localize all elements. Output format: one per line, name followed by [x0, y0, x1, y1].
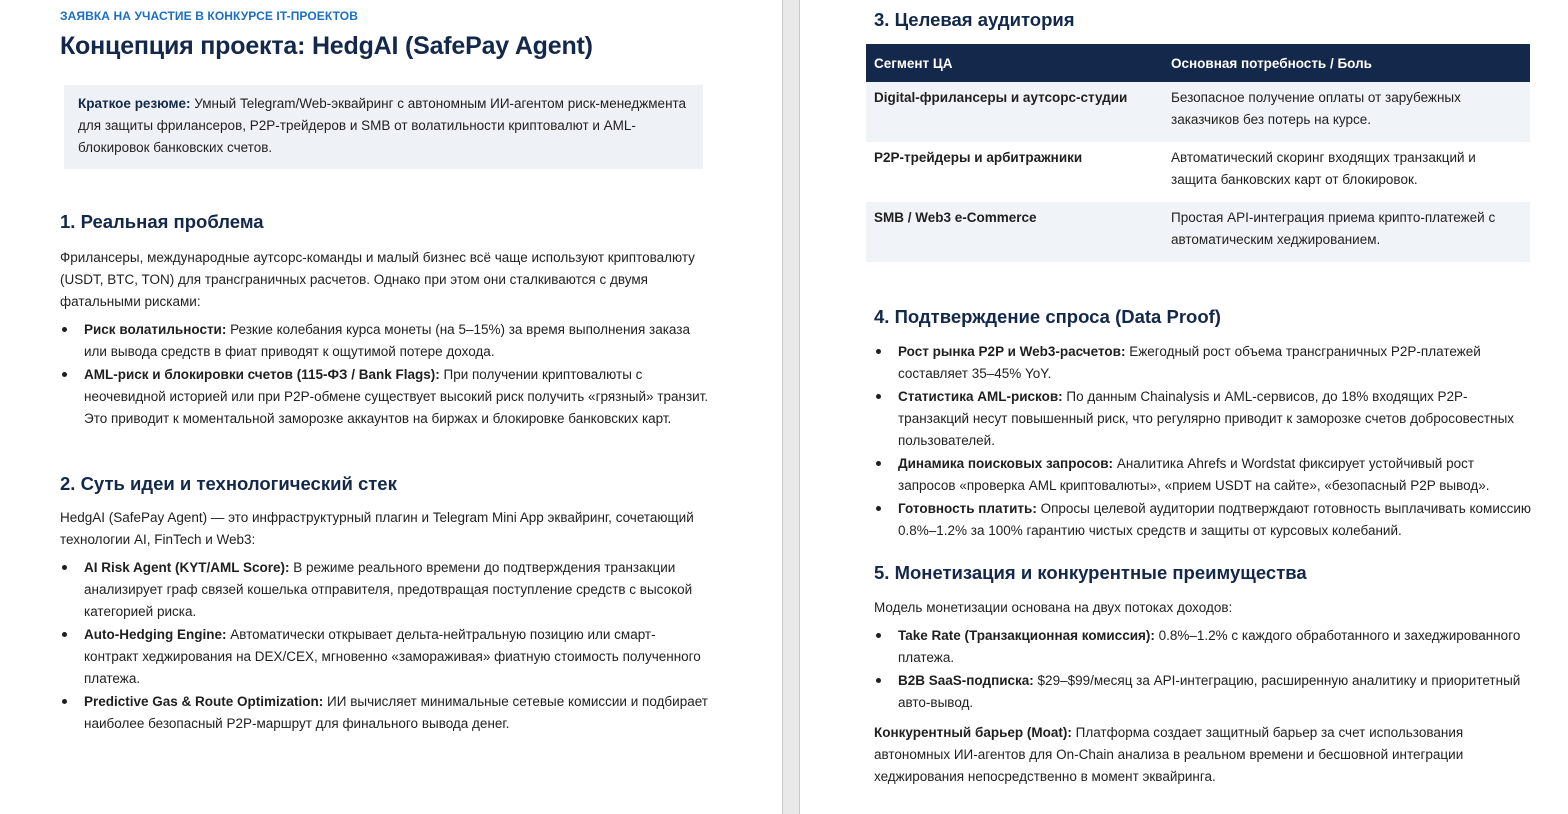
- page-gutter: [782, 0, 800, 814]
- section3-heading: 3. Целевая аудитория: [874, 9, 1075, 30]
- summary-box: [64, 85, 703, 169]
- table-row: P2P-трейдеры и арбитражники Автоматический скоринг входящих транзакций и защита банковских карт от блокировок.: [874, 150, 1476, 187]
- list-item: AI Risk Agent (KYT/AML Score): В режиме реального времени до подтверждения транзакции анализирует граф связей кошелька отправителя, предотвращая поступление средств с высокой категорией риска.: [60, 557, 710, 623]
- summary-text: Умный Telegram/Web-эквайринг с автономным ИИ-агентом риск-менеджмента для защиты фрилансеров, P2P-трейдеров и SMB от волатильности криптовалют и AML-блокировок банковских счетов.: [78, 96, 687, 155]
- table-row: SMB / Web3 e-Commerce Простая API-интеграция приема крипто-платежей с автоматическим хеджированием.: [866, 202, 1530, 262]
- moat-paragraph: [874, 722, 1534, 788]
- section2-intro: HedgAI (SafePay Agent) — это инфраструктурный плагин и Telegram Mini App эквайринг, сочетающий технологии AI, FinTech и Web3:: [60, 510, 694, 547]
- list-item: Predictive Gas & Route Optimization: ИИ вычисляет минимальные сетевые комиссии и подбирает наиболее безопасный P2P-маршрут для финального вывода денег.: [60, 691, 710, 735]
- list-item: Take Rate (Транзакционная комиссия): 0.8%–1.2% с каждого обработанного и захеджированного платежа.: [874, 625, 1534, 669]
- list-item: Динамика поисковых запросов: Аналитика Ahrefs и Wordstat фиксирует устойчивый рост запросов «проверка AML криптовалюты», «прием USDT на сайте», «безопасный P2P вывод».: [874, 453, 1534, 497]
- section5-intro: Модель монетизации основана на двух потоках доходов:: [874, 600, 1233, 615]
- list-item: Auto-Hedging Engine: Автоматически открывает дельта-нейтральную позицию или смарт-контракт хеджирования на DEX/CEX, мгновенно «замораживая» фиатную стоимость полученного платежа.: [60, 624, 710, 690]
- list-item: Готовность платить: Опросы целевой аудитории подтверждают готовность выплачивать комиссию 0.8%–1.2% за 100% гарантию чистых средств и защиты от курсовых колебаний.: [874, 498, 1534, 542]
- document-page-left: [0, 0, 782, 814]
- table-row: Digital-фрилансеры и аутсорс-студии Безопасное получение оплаты от зарубежных заказчиков без потерь на курсе.: [866, 82, 1530, 142]
- section1-heading: 1. Реальная проблема: [60, 211, 264, 232]
- section2-heading: 2. Суть идеи и технологический стек: [60, 473, 397, 494]
- list-item: B2B SaaS-подписка: $29–$99/месяц за API-интеграцию, расширенную аналитику и приоритетный авто-вывод.: [874, 670, 1534, 714]
- list-item: Статистика AML-рисков: По данным Chainalysis и AML-сервисов, до 18% входящих P2P-транзакций несут повышенный риск, что регулярно приводит к заморозке счетов добросовестных пользователей.: [874, 386, 1534, 452]
- pre-title: ЗАЯВКА НА УЧАСТИЕ В КОНКУРСЕ IT-ПРОЕКТОВ: [60, 9, 358, 23]
- document-page-right: [800, 0, 1568, 814]
- section1-intro: Фрилансеры, международные аутсорс-команды и малый бизнес всё чаще используют криптовалюту (USDT, BTC, TON) для трансграничных расчетов. Однако при этом они сталкиваются с двумя фатальными рисками:: [60, 250, 695, 309]
- table-header-segment: Сегмент ЦА: [866, 44, 1163, 82]
- list-item: Рост рынка P2P и Web3-расчетов: Ежегодный рост объема трансграничных P2P-платежей составляет 35–45% YoY.: [874, 341, 1534, 385]
- audience-table: [866, 44, 1530, 262]
- list-item: AML-риск и блокировки счетов (115-ФЗ / Bank Flags): При получении криптовалюты с неочевидной историей или при P2P-обмене существует высокий риск получить «грязный» транзит. Это приводит к моментальной заморозке аккаунтов на биржах и блокировке банковских карт.: [60, 364, 710, 430]
- section2-bullets: [60, 557, 710, 736]
- moat-label: Конкурентный барьер (Moat):: [874, 725, 1072, 740]
- section4-bullets: [874, 341, 1534, 543]
- moat-text: Платформа создает защитный барьер за счет использования автономных ИИ-агентов для On-Chain анализа в реальном времени и бесшовной интеграции хеджирования непосредственно в момент эквайринга.: [874, 725, 1464, 784]
- section1-bullets: [60, 319, 710, 431]
- document-title: Концепция проекта: HedgAI (SafePay Agent): [60, 32, 593, 60]
- list-item: Риск волатильности: Резкие колебания курса монеты (на 5–15%) за время выполнения заказа или вывода средств в фиат приводят к ощутимой потере дохода.: [60, 319, 710, 363]
- section4-heading: 4. Подтверждение спроса (Data Proof): [874, 306, 1221, 327]
- summary-label: Краткое резюме:: [78, 96, 191, 111]
- table-header-need: Основная потребность / Боль: [1163, 44, 1530, 82]
- section5-heading: 5. Монетизация и конкурентные преимущества: [874, 562, 1307, 583]
- section5-bullets: [874, 625, 1534, 715]
